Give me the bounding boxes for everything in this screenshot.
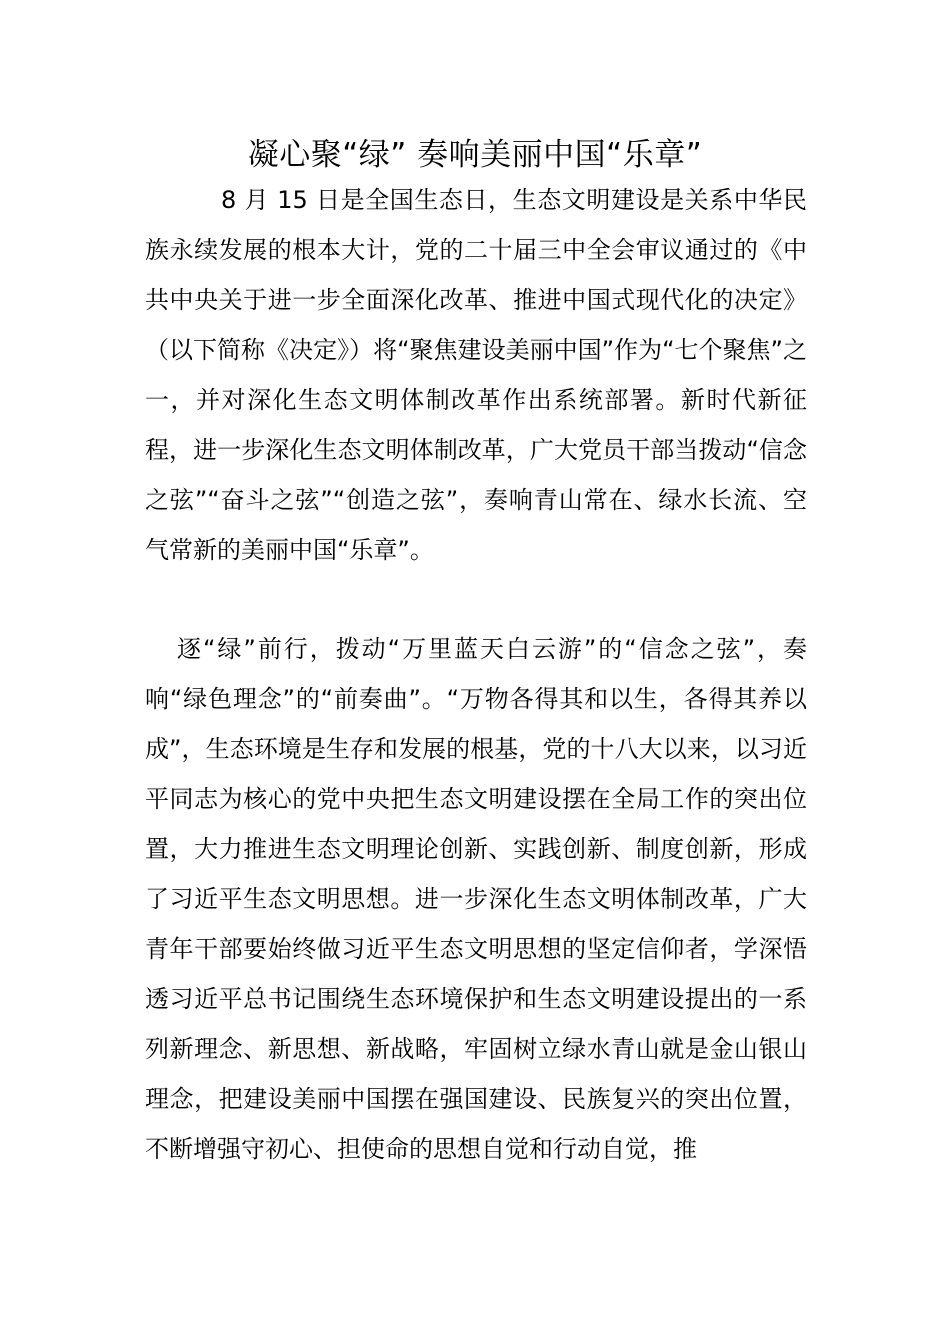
paragraph-2: 逐“绿”前行，拨动“万里蓝天白云游”的“信念之弦”，奏响“绿色理念”的“前奏曲”。“万物各得其和以生，各得其养以成”，生态环境是生存和发展的根基，党的十八大以来，以习近平同志为核心的党中央把生态文明建设摆在全局工作的突出位置，大力推进生态文明理论创新、实践创新、制度创新，形成了习近平生态文明思想。进一步深化生态文明体制改革，广大青年干部要始终做习近平生态文明思想的坚定信仰者，学深悟透习近平总书记围绕生态环境保护和生态文明建设提出的一系列新理念、新思想、新战略，牢固树立绿水青山就是金山银山理念，把建设美丽中国摆在强国建设、民族复兴的突出位置，不断增强守初心、担使命的思想自觉和行动自觉，推: [145, 635, 807, 1163]
document-title: 凝心聚“绿” 奏响美丽中国“乐章”: [247, 137, 703, 173]
paragraph-1: 8 月 15 日是全国生态日，生态文明建设是关系中华民族永续发展的根本大计，党的二十届三中全会审议通过的《中共中央关于进一步全面深化改革、推进中国式现代化的决定》（以下简称《决定》）将“聚焦建设美丽中国”作为“七个聚焦”之一，并对深化生态文明体制改革作出系统部署。新时代新征程，进一步深化生态文明体制改革，广大党员干部当拨动“信念之弦”“奋斗之弦”“创造之弦”，奏响青山常在、绿水长流、空气常新的美丽中国“乐章”。: [145, 186, 807, 564]
